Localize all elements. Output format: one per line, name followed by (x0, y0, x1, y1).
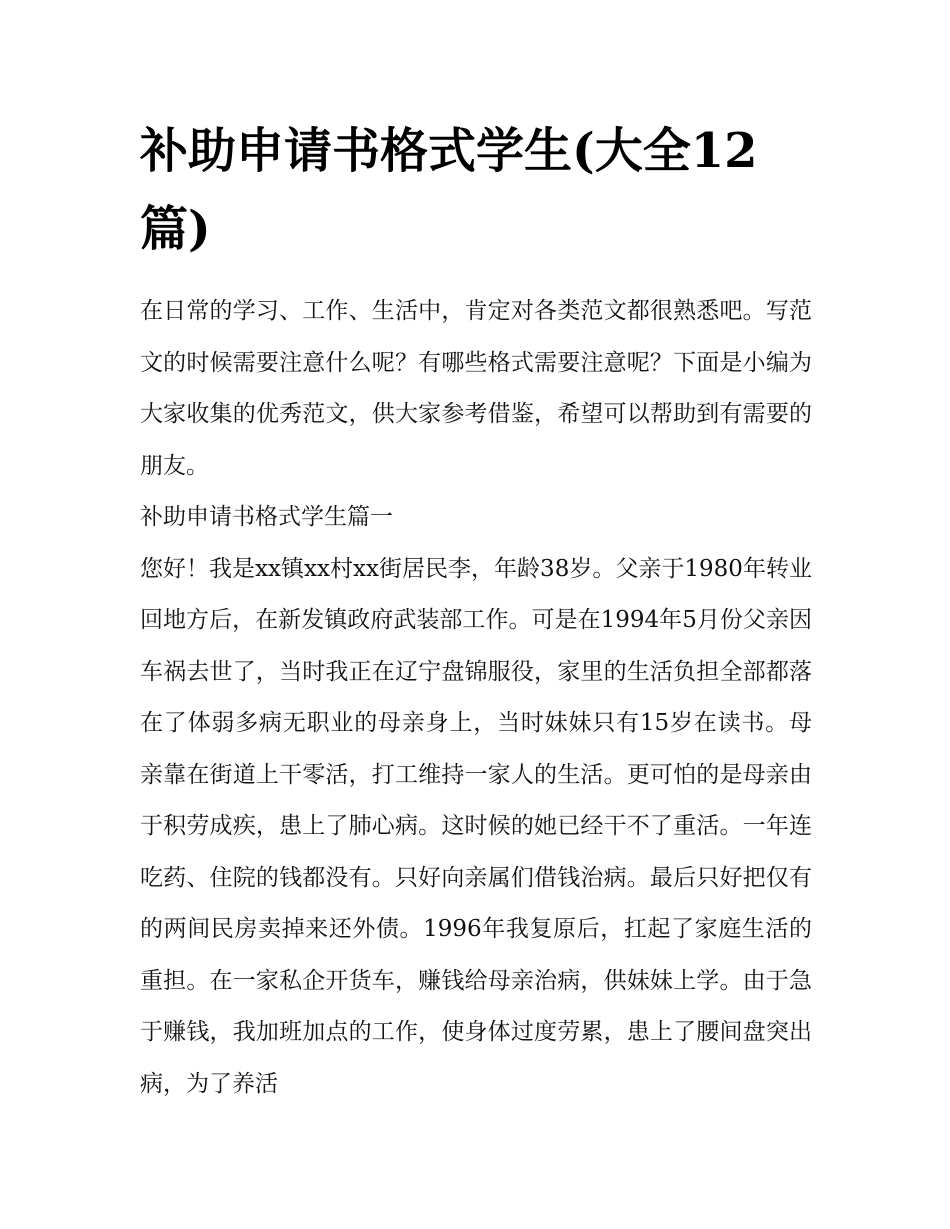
section-heading: 补助申请书格式学生篇一 (140, 504, 393, 530)
document-content (140, 112, 812, 1110)
body-paragraph: 您好！我是xx镇xx村xx街居民李，年龄38岁。父亲于1980年转业回地方后，在新发镇政府武装部工作。可是在1994年5月份父亲因车祸去世了，当时我正在辽宁盘锦服役，家里的生活负担全部都落在了体弱多病无职业的母亲身上，当时妹妹只有15岁在读书。母亲靠在街道上干零活，打工维持一家人的生活。更可怕的是母亲由于积劳成疾，患上了肺心病。这时候的她已经干不了重活。一年连吃药、住院的钱都没有。只好向亲属们借钱治病。最后只好把仅有的两间民房卖掉来还外债。1996年我复原后，扛起了家庭生活的重担。在一家私企开货车，赚钱给母亲治病，供妹妹上学。由于急于赚钱，我加班加点的工作，使身体过度劳累，患上了腰间盘突出病，为了养活 (140, 555, 812, 1097)
intro-paragraph: 在日常的学习、工作、生活中，肯定对各类范文都很熟悉吧。写范文的时候需要注意什么呢？有哪些格式需要注意呢？下面是小编为大家收集的优秀范文，供大家参考借鉴，希望可以帮助到有需要的朋友。 (140, 298, 812, 479)
document-title: 补助申请书格式学生(大全12篇) (140, 123, 758, 257)
